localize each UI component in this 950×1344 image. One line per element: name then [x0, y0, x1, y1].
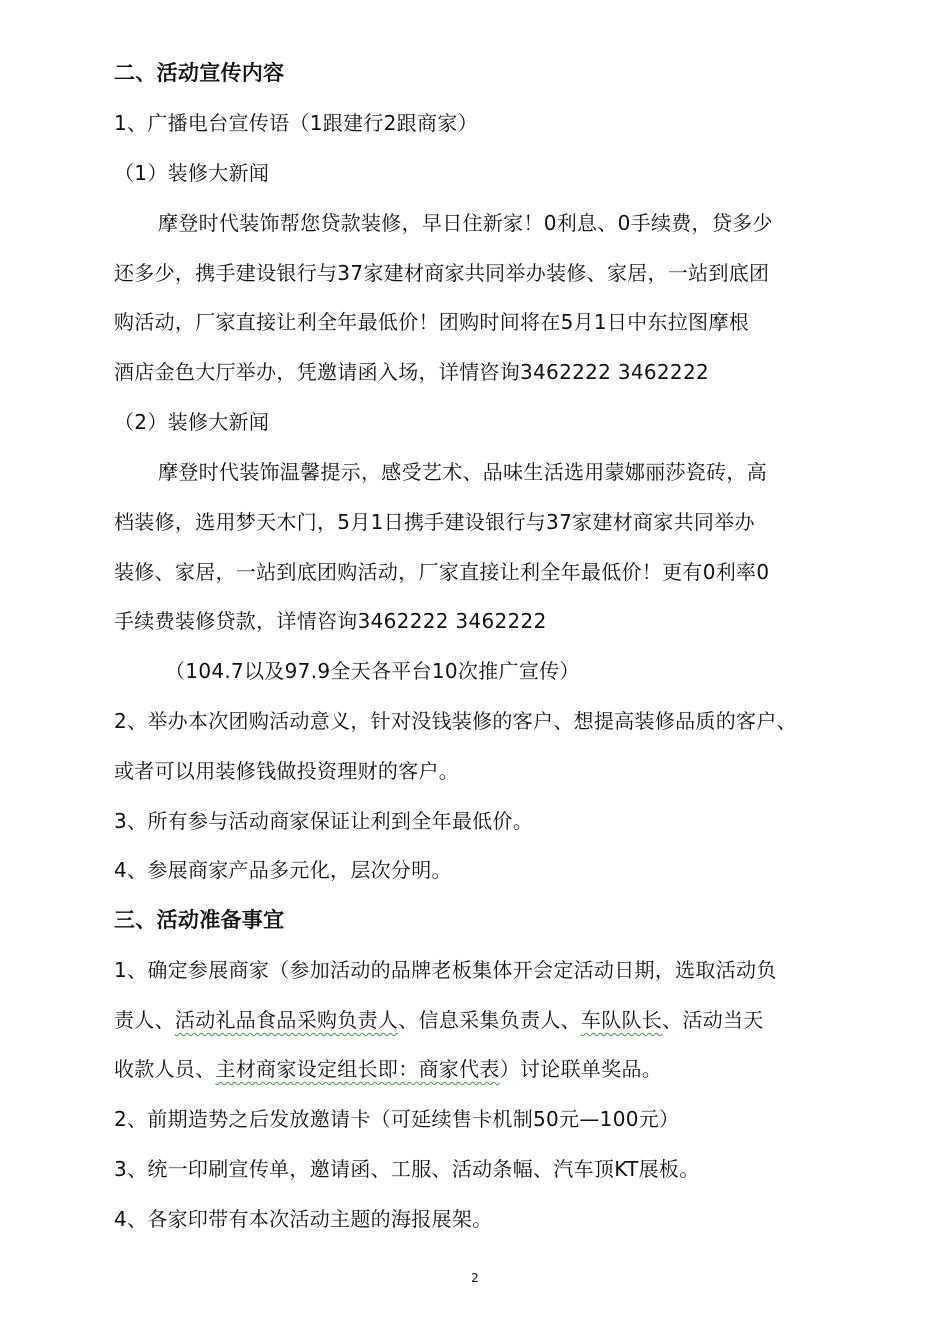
proofing-underlined-text: 主材商家设定组长即：商家代表 — [215, 1057, 500, 1081]
text-run: 收款人员、 — [114, 1057, 216, 1081]
subitem-2-line-3: 装修、家居，一站到底团购活动，厂家直接让利全年最低价！更有0利率0 — [114, 560, 770, 584]
section-3-item-2: 2、前期造势之后发放邀请卡（可延续售卡机制50元—100元） — [114, 1107, 680, 1131]
subitem-1-line-4: 酒店金色大厅举办，凭邀请函入场，详情咨询3462222 3462222 — [114, 360, 710, 384]
section-3-item-1-line-3 — [114, 1054, 662, 1084]
section-2-title: 二、活动宣传内容 — [114, 61, 285, 85]
subitem-2-label: （2）装修大新闻 — [114, 410, 270, 434]
page-number: 2 — [471, 1271, 479, 1285]
proofing-underlined-text: 活动礼品食品采购负责人 — [174, 1008, 399, 1032]
section-3-item-1-line-2 — [114, 1005, 764, 1035]
broadcast-note: （104.7以及97.9全天各平台10次推广宣传） — [165, 659, 580, 683]
subitem-1-label: （1）装修大新闻 — [114, 161, 270, 185]
subitem-2-line-4: 手续费装修贷款，详情咨询3462222 3462222 — [114, 609, 547, 633]
text-run: 责人、 — [114, 1008, 175, 1032]
text-run: 、信息采集负责人、 — [398, 1008, 581, 1032]
section-2-item-4: 4、参展商家产品多元化，层次分明。 — [114, 858, 452, 882]
section-3-item-1-line-1: 1、确定参展商家（参加活动的品牌老板集体开会定活动日期，选取活动负 — [114, 958, 777, 982]
text-run: ）讨论联单奖品。 — [499, 1057, 663, 1081]
section-2-item-3: 3、所有参与活动商家保证让利到全年最低价。 — [114, 809, 534, 833]
subitem-2-line-2: 档装修，选用梦天木门，5月1日携手建设银行与37家建材商家共同举办 — [114, 510, 755, 534]
section-3-item-3: 3、统一印刷宣传单，邀请函、工服、活动条幅、汽车顶KT展板。 — [114, 1157, 700, 1181]
section-3-title: 三、活动准备事宜 — [114, 908, 285, 932]
section-2-item-1: 1、广播电台宣传语（1跟建行2跟商家） — [114, 111, 478, 135]
subitem-1-line-2: 还多少，携手建设银行与37家建材商家共同举办装修、家居，一站到底团 — [114, 261, 770, 285]
section-2-item-2-line-1: 2、举办本次团购活动意义，针对没钱装修的客户、想提高装修品质的客户、 — [114, 709, 797, 733]
text-run: 、活动当天 — [662, 1008, 764, 1032]
subitem-1-line-1: 摩登时代装饰帮您贷款装修，早日住新家！0利息、0手续费，贷多少 — [158, 211, 773, 235]
subitem-1-line-3: 购活动，厂家直接让利全年最低价！团购时间将在5月1日中东拉图摩根 — [114, 310, 750, 334]
section-2-item-2-line-2: 或者可以用装修钱做投资理财的客户。 — [114, 759, 460, 783]
subitem-2-line-1: 摩登时代装饰温馨提示，感受艺术、品味生活选用蒙娜丽莎瓷砖，高 — [158, 460, 767, 484]
proofing-underlined-text: 车队队长 — [580, 1008, 663, 1032]
section-3-item-4: 4、各家印带有本次活动主题的海报展架。 — [114, 1207, 493, 1231]
